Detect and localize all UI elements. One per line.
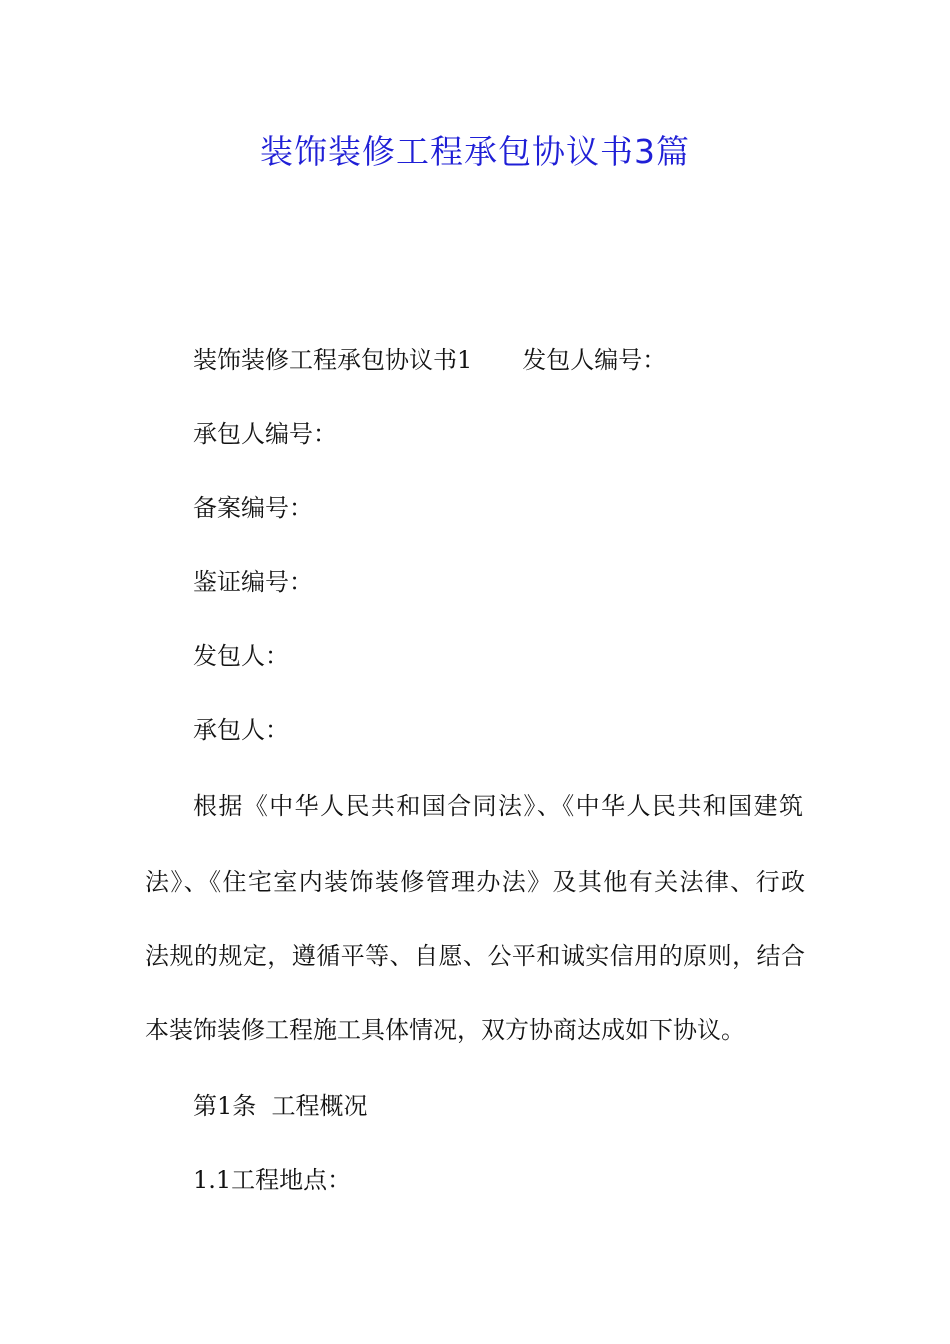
- agreement-number-label: 装饰装修工程承包协议书1: [193, 346, 473, 374]
- verification-number-field: 鉴证编号：: [193, 568, 313, 596]
- employer-field: 发包人：: [193, 642, 289, 670]
- document-title: 装饰装修工程承包协议书3篇: [260, 132, 690, 171]
- filing-number-field: 备案编号：: [193, 494, 313, 522]
- article-heading: 第1条 工程概况: [193, 1092, 368, 1120]
- project-location-field: 1.1工程地点：: [193, 1166, 352, 1194]
- paragraph-line: 法》、《住宅室内装饰装修管理办法》及其他有关法律、行政: [145, 868, 805, 896]
- paragraph-line: 法规的规定，遵循平等、自愿、公平和诚实信用的原则，结合: [145, 942, 805, 970]
- paragraph-line: 根据《中华人民共和国合同法》、《中华人民共和国建筑: [193, 792, 803, 820]
- employer-number-label: 发包人编号：: [522, 346, 667, 374]
- contractor-field: 承包人：: [193, 716, 289, 744]
- paragraph-line: 本装饰装修工程施工具体情况，双方协商达成如下协议。: [145, 1016, 745, 1044]
- header-line: [193, 342, 666, 378]
- contractor-number-field: 承包人编号：: [193, 420, 337, 448]
